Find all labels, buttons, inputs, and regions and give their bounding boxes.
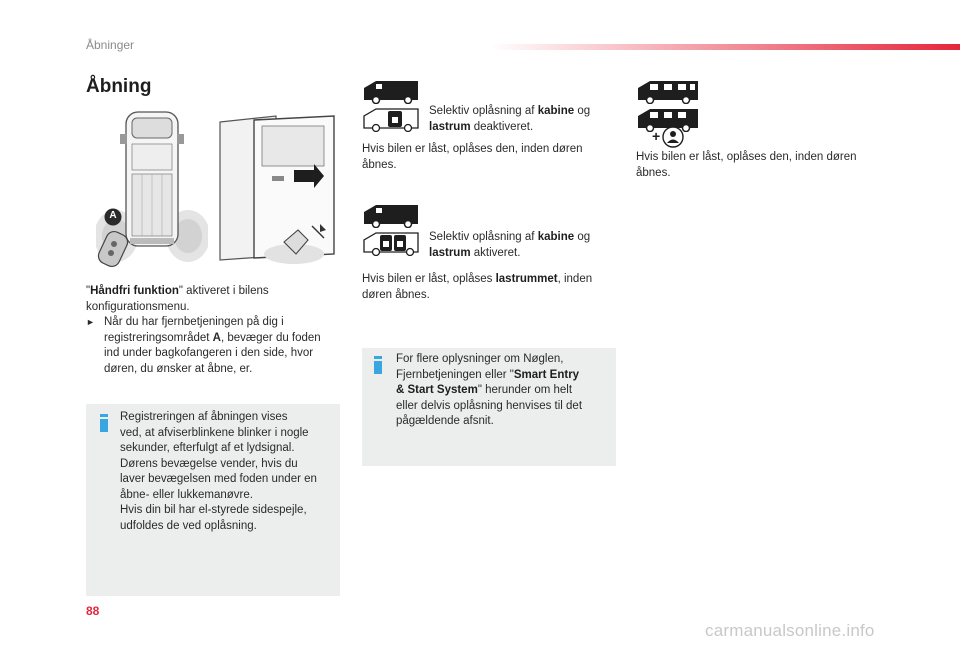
van-icon-black-2 xyxy=(362,202,420,233)
option-text: Selektiv oplåsning af xyxy=(429,231,538,243)
info-line: Hvis din bil har el-styrede sidespejle, xyxy=(120,504,307,516)
option-text: og xyxy=(574,231,591,243)
info-text xyxy=(120,410,334,534)
van-icon-outline-cargo-unlock xyxy=(362,230,420,261)
unlock-para-3 xyxy=(636,150,896,181)
bullet-text: registreringsområdet xyxy=(104,331,213,344)
bullet-line: Når du har fjernbetjeningen på dig i xyxy=(104,316,284,328)
info-line: udfoldes de ved oplåsning. xyxy=(120,519,257,532)
info-box-detection xyxy=(86,404,340,596)
info-line: åbne- eller lukkemanøvre. xyxy=(120,488,253,501)
marker-a xyxy=(104,208,122,226)
plus-sign: + xyxy=(652,128,661,144)
section-header: Åbninger xyxy=(86,38,135,52)
info-line: pågældende afsnit. xyxy=(396,415,494,427)
info-bold: & Start System xyxy=(396,384,478,396)
para-line: åbnes. xyxy=(636,166,671,179)
bullet-line: døren, du ønsker at åbne, er. xyxy=(104,362,253,375)
handsfree-rest: " aktiveret i bilens konfigurationsmenu. xyxy=(86,285,269,313)
para-line: åbnes. xyxy=(362,158,397,171)
option-bold: lastrum xyxy=(429,120,471,133)
info-text xyxy=(396,352,610,430)
person-icon xyxy=(662,126,684,148)
watermark: carmanualsonline.info xyxy=(705,621,875,640)
info-text-part: " herunder om helt xyxy=(477,384,573,396)
info-line xyxy=(396,383,610,399)
option-bold: lastrum xyxy=(429,246,471,259)
option-text: deaktiveret. xyxy=(470,120,534,133)
info-line: laver bevægelsen med foden under en xyxy=(120,473,317,485)
bullet-text: , bevæger du foden xyxy=(220,331,321,344)
info-line: sekunder, efterfulgt af et lydsignal. xyxy=(120,442,295,454)
option-text: og xyxy=(574,105,591,117)
info-line: For flere oplysninger om Nøglen, xyxy=(396,353,564,365)
info-box-smart-entry xyxy=(362,348,616,466)
option-text: aktiveret. xyxy=(470,246,521,259)
info-line: Registreringen af åbningen vises xyxy=(120,411,288,423)
para-line: døren åbnes. xyxy=(362,288,430,301)
option-text: Selektiv oplåsning af xyxy=(429,105,538,117)
para-text: , inden xyxy=(557,273,593,285)
handsfree-para: "Håndfri funktion" aktiveret i bilens konfigurationsmenu. xyxy=(86,285,269,313)
unlock-para-2 xyxy=(362,272,612,303)
bullet-bold: A xyxy=(212,331,221,344)
van-icon-outline-cab-unlock xyxy=(362,106,420,137)
unlock-para-1 xyxy=(362,142,612,173)
info-text-part: Fjernbetjeningen eller " xyxy=(396,368,514,381)
sliding-door-illustration xyxy=(216,108,342,268)
option-bold: kabine xyxy=(537,231,575,243)
marker-a-label: A xyxy=(109,210,117,221)
option-deactivated xyxy=(429,104,609,135)
option-bold: kabine xyxy=(537,105,575,117)
option-activated xyxy=(429,230,609,261)
para-line xyxy=(362,272,612,288)
page-title: Åbning xyxy=(86,76,152,97)
van-icon-windows xyxy=(636,78,700,109)
bullet-item xyxy=(86,315,340,377)
van-icon-black xyxy=(362,78,420,109)
para-bold: lastrummet xyxy=(495,273,558,285)
para-line: Hvis bilen er låst, oplåses den, inden døren xyxy=(362,143,583,155)
handsfree-bold: Håndfri funktion xyxy=(90,285,179,297)
para-line: Hvis bilen er låst, oplåses den, inden døren xyxy=(636,151,857,163)
bullet-line xyxy=(104,331,340,347)
page-number: 88 xyxy=(86,604,100,618)
bullet-arrow-icon: ► xyxy=(86,317,95,327)
info-line: eller delvis oplåsning henvises til det xyxy=(396,399,583,412)
header-accent-bar xyxy=(490,44,960,50)
info-line: ved, at afviserblinkene blinker i nogle xyxy=(120,426,309,439)
info-line: Dørens bevægelse vender, hvis du xyxy=(120,457,298,470)
bullet-line: ind under bagkofangeren i den side, hvor xyxy=(104,347,314,359)
para-text: Hvis bilen er låst, oplåses xyxy=(362,273,496,285)
info-bold: Smart Entry xyxy=(513,368,580,381)
key-fob-illustration xyxy=(96,228,132,272)
info-line xyxy=(396,368,610,384)
